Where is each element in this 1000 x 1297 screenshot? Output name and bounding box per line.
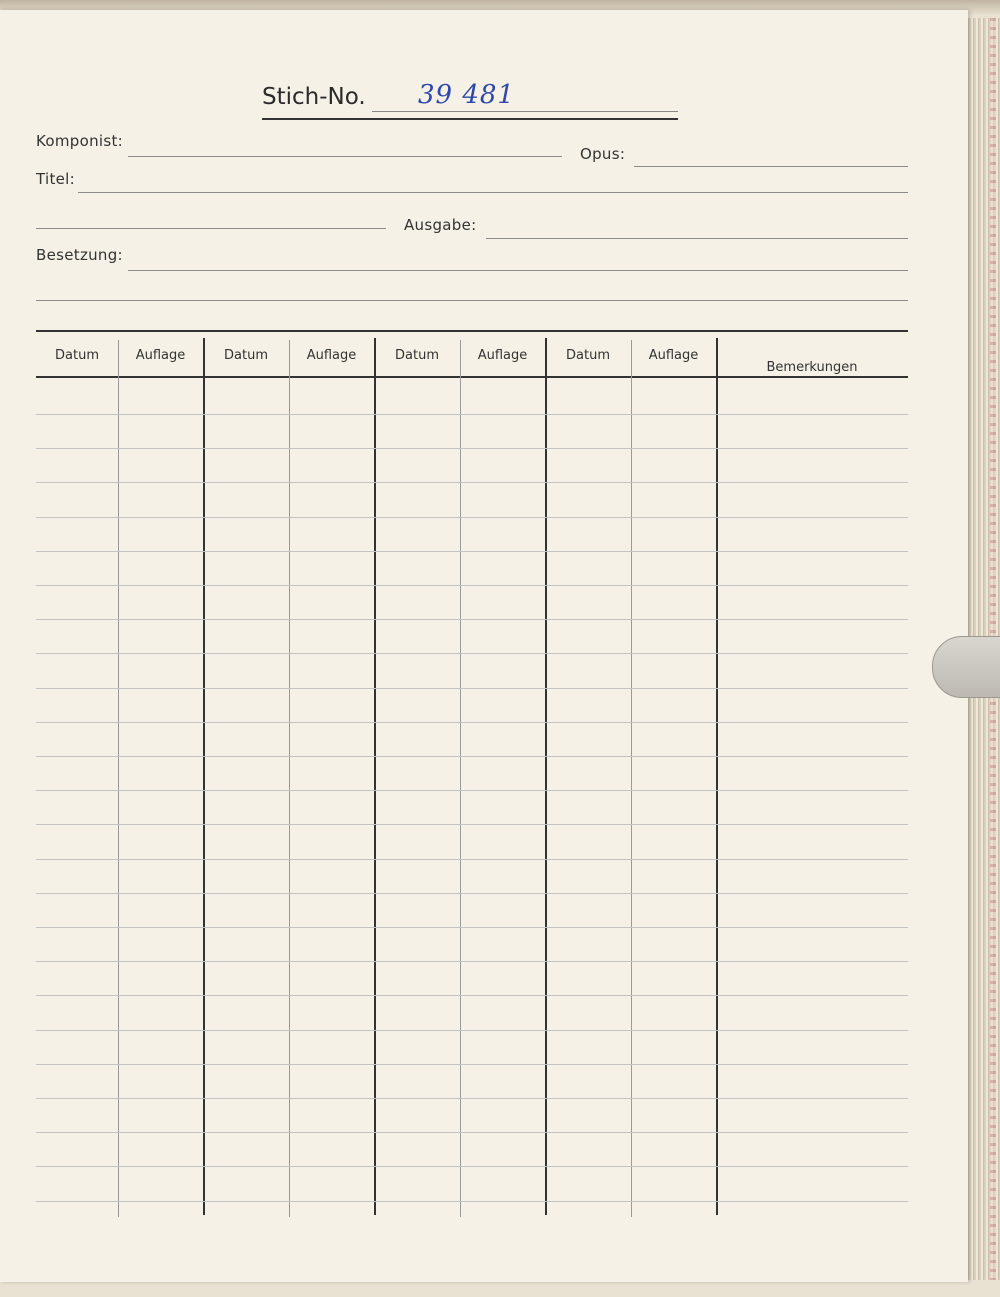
header-bemerkungen: Bemerkungen [766, 360, 858, 375]
opus-line[interactable] [634, 166, 908, 167]
col-divider [289, 340, 290, 1217]
table-row[interactable] [36, 1030, 908, 1031]
table-row[interactable] [36, 517, 908, 518]
stich-no-label: Stich-No. [262, 84, 366, 110]
table-row[interactable] [36, 414, 908, 415]
header-auflage: Auflage [648, 348, 699, 363]
col-divider-thick [203, 338, 205, 1215]
table-row[interactable] [36, 995, 908, 996]
table-row[interactable] [36, 1166, 908, 1167]
besetzung-line-2[interactable] [36, 300, 908, 301]
header-datum: Datum [224, 348, 268, 363]
table-row[interactable] [36, 927, 908, 928]
table-row[interactable] [36, 688, 908, 689]
table-row[interactable] [36, 1098, 908, 1099]
table-top-border [36, 330, 908, 332]
header-datum: Datum [566, 348, 610, 363]
titel-line[interactable] [78, 192, 908, 193]
header-auflage: Auflage [306, 348, 357, 363]
table-header-border [36, 376, 908, 378]
table-row[interactable] [36, 722, 908, 723]
col-divider-thick [374, 338, 376, 1215]
table-row[interactable] [36, 1201, 908, 1202]
ausgabe-line[interactable] [486, 238, 908, 239]
table-row[interactable] [36, 824, 908, 825]
besetzung-line[interactable] [128, 270, 908, 271]
table-row[interactable] [36, 448, 908, 449]
header-auflage: Auflage [135, 348, 186, 363]
ledger-sheet [0, 10, 968, 1282]
header-datum: Datum [55, 348, 99, 363]
opus-label: Opus: [580, 145, 626, 163]
col-divider-thick [716, 338, 718, 1215]
table-row[interactable] [36, 961, 908, 962]
table-row[interactable] [36, 859, 908, 860]
header-auflage: Auflage [477, 348, 528, 363]
stich-no-value[interactable]: 39 481 [418, 80, 515, 110]
table-row[interactable] [36, 1132, 908, 1133]
stich-no-underline [262, 118, 678, 120]
table-row[interactable] [36, 653, 908, 654]
index-tab-clip [932, 636, 1000, 698]
titel-line-2[interactable] [36, 228, 386, 229]
table-row[interactable] [36, 1064, 908, 1065]
table-row[interactable] [36, 585, 908, 586]
table-row[interactable] [36, 482, 908, 483]
table-row[interactable] [36, 790, 908, 791]
stich-no-underline-thin [372, 111, 678, 112]
table-row[interactable] [36, 619, 908, 620]
titel-label: Titel: [36, 170, 75, 188]
header-datum: Datum [395, 348, 439, 363]
col-divider [631, 340, 632, 1217]
table-row[interactable] [36, 551, 908, 552]
col-divider-thick [545, 338, 547, 1215]
ledger-table [36, 330, 908, 1215]
table-row[interactable] [36, 893, 908, 894]
col-divider [118, 340, 119, 1217]
table-row[interactable] [36, 756, 908, 757]
ausgabe-label: Ausgabe: [404, 216, 477, 234]
besetzung-label: Besetzung: [36, 246, 123, 264]
col-divider [460, 340, 461, 1217]
komponist-line[interactable] [128, 156, 562, 157]
komponist-label: Komponist: [36, 132, 124, 150]
